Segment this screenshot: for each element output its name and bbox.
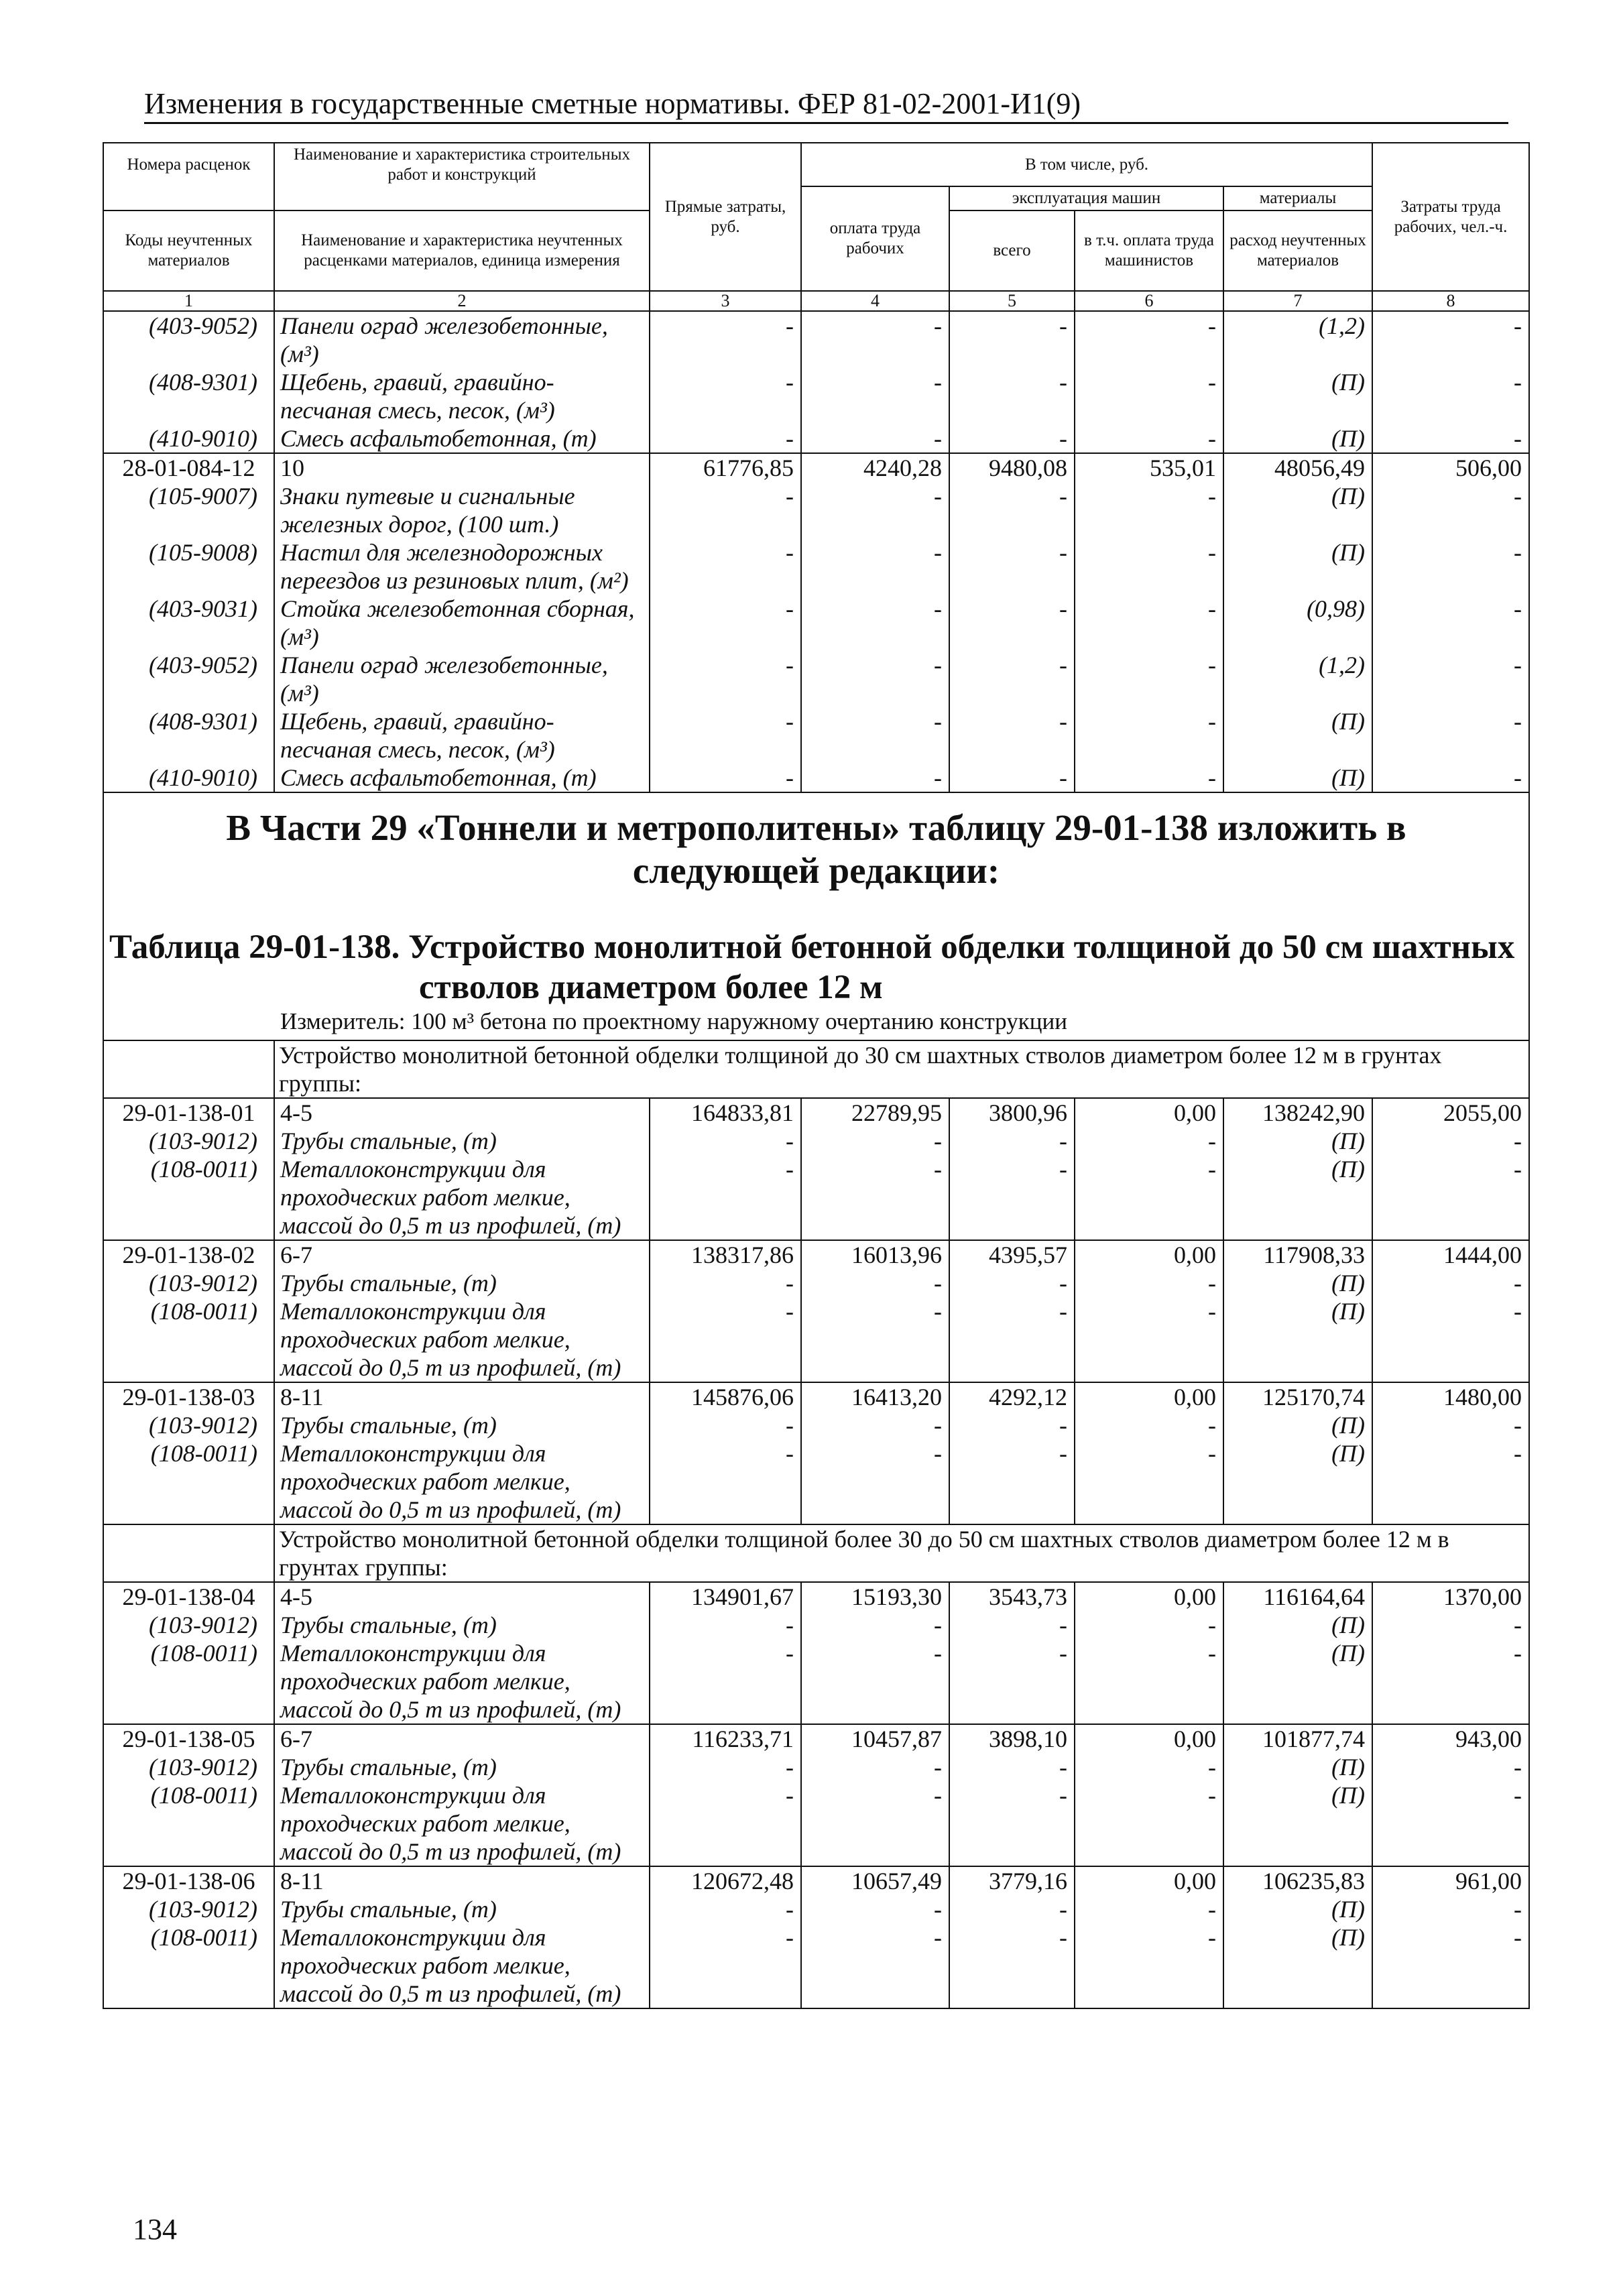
material-code: (103-9012) [103, 1127, 274, 1155]
value-cell: 0,00 [1075, 1866, 1223, 1895]
value-cell: (П) [1223, 1923, 1372, 2008]
material-name: Щебень, гравий, гравийно-песчаная смесь, песок, (м³) [274, 707, 650, 764]
value-cell: 16013,96 [801, 1240, 949, 1269]
value-cell: - [801, 1753, 949, 1781]
value-cell: - [1075, 707, 1223, 764]
material-row [103, 764, 1529, 792]
value-cell: 116233,71 [650, 1724, 801, 1753]
value-cell: (П) [1223, 1781, 1372, 1866]
value-cell: - [1372, 1895, 1529, 1923]
material-row [103, 1923, 1529, 2008]
value-cell: - [949, 707, 1075, 764]
measurer: Измеритель: 100 м³ бетона по проектному наружному очертанию конструкции [280, 1008, 1067, 1034]
value-cell: - [1075, 1781, 1223, 1866]
material-name: Смесь асфальтобетонная, (т) [274, 764, 650, 792]
value-cell: - [801, 1439, 949, 1524]
value-cell: - [949, 1127, 1075, 1155]
table-header [103, 143, 1529, 311]
part-29-heading-block [103, 792, 1529, 1040]
value-cell: - [801, 368, 949, 424]
value-cell: - [1075, 1639, 1223, 1724]
value-cell: - [650, 1923, 801, 2008]
value-cell: 106235,83 [1223, 1866, 1372, 1895]
material-code: (403-9052) [103, 651, 274, 707]
value-cell: - [1075, 1923, 1223, 2008]
material-row [103, 1895, 1529, 1923]
value-cell: - [1372, 1639, 1529, 1724]
rate-name: 6-7 [274, 1240, 650, 1269]
rate-row [103, 1724, 1529, 1753]
value-cell: - [1075, 1411, 1223, 1439]
value-cell: - [650, 651, 801, 707]
value-cell: - [949, 311, 1075, 368]
value-cell: - [949, 651, 1075, 707]
value-cell: - [949, 1895, 1075, 1923]
value-cell: - [801, 538, 949, 595]
value-cell: - [801, 1155, 949, 1240]
value-cell: - [1372, 707, 1529, 764]
material-code: (103-9012) [103, 1411, 274, 1439]
value-cell: 506,00 [1372, 453, 1529, 482]
material-row [103, 311, 1529, 368]
value-cell: 145876,06 [650, 1382, 801, 1411]
value-cell: - [801, 1895, 949, 1923]
value-cell: 0,00 [1075, 1240, 1223, 1269]
value-cell: - [1075, 595, 1223, 651]
value-cell: 120672,48 [650, 1866, 801, 1895]
value-cell: (П) [1223, 1155, 1372, 1240]
value-cell: - [1372, 1753, 1529, 1781]
material-row [103, 538, 1529, 595]
table-body-part-28 [103, 311, 1529, 792]
materials-header: материалы [1223, 186, 1372, 210]
value-cell: (П) [1223, 1297, 1372, 1382]
rate-row [103, 1866, 1529, 1895]
material-name: Смесь асфальтобетонная, (т) [274, 424, 650, 453]
material-row [103, 1411, 1529, 1439]
column-number: 7 [1223, 291, 1372, 311]
value-cell: 48056,49 [1223, 453, 1372, 482]
value-cell: 1370,00 [1372, 1582, 1529, 1611]
value-cell: - [949, 764, 1075, 792]
material-code: (108-0011) [103, 1781, 274, 1866]
value-cell: - [650, 482, 801, 538]
value-cell: 2055,00 [1372, 1098, 1529, 1127]
value-cell: 22789,95 [801, 1098, 949, 1127]
value-cell: 3898,10 [949, 1724, 1075, 1753]
material-row [103, 368, 1529, 424]
machine-operation-header: эксплуатация машин [949, 186, 1223, 210]
value-cell: - [801, 1297, 949, 1382]
value-cell: 101877,74 [1223, 1724, 1372, 1753]
rate-row [103, 1098, 1529, 1127]
value-cell: (П) [1223, 1895, 1372, 1923]
value-cell: - [1372, 538, 1529, 595]
value-cell: 10457,87 [801, 1724, 949, 1753]
value-cell: 125170,74 [1223, 1382, 1372, 1411]
value-cell: - [1075, 538, 1223, 595]
value-cell: - [801, 1411, 949, 1439]
rate-code: 29-01-138-04 [103, 1582, 274, 1611]
material-row [103, 1611, 1529, 1639]
value-cell: - [1075, 1127, 1223, 1155]
value-cell: - [650, 1297, 801, 1382]
material-row [103, 1297, 1529, 1382]
rate-code: 29-01-138-01 [103, 1098, 274, 1127]
value-cell: - [801, 1781, 949, 1866]
material-code: (105-9008) [103, 538, 274, 595]
material-row [103, 1155, 1529, 1240]
material-code: (108-0011) [103, 1639, 274, 1724]
rate-code: 29-01-138-03 [103, 1382, 274, 1411]
material-code: (108-0011) [103, 1923, 274, 2008]
value-cell: - [1372, 424, 1529, 453]
value-cell: - [949, 424, 1075, 453]
column-number: 8 [1372, 291, 1529, 311]
table-body-part-29 [103, 1040, 1529, 2008]
material-code: (103-9012) [103, 1895, 274, 1923]
value-cell: - [650, 707, 801, 764]
material-name: Панели оград железобетонные, (м³) [274, 311, 650, 368]
rate-name: 4-5 [274, 1098, 650, 1127]
table-title-line-1: Таблица 29-01-138. Устройство монолитной бетонной обделки толщиной до 50 см шахтных [109, 928, 1515, 966]
rate-code: 29-01-138-02 [103, 1240, 274, 1269]
rates-table [103, 142, 1530, 2009]
value-cell: (П) [1223, 368, 1372, 424]
value-cell: - [801, 1127, 949, 1155]
col-work-name-header: Наименование и характеристика строительных работ и конструкций [274, 143, 650, 186]
rate-name: 8-11 [274, 1382, 650, 1411]
value-cell: - [949, 1639, 1075, 1724]
value-cell: 4395,57 [949, 1240, 1075, 1269]
material-code: (103-9012) [103, 1269, 274, 1297]
col-machines-total-header: всего [949, 210, 1075, 291]
value-cell: 16413,20 [801, 1382, 949, 1411]
value-cell: - [801, 424, 949, 453]
material-code: (103-9012) [103, 1753, 274, 1781]
rate-row [103, 1582, 1529, 1611]
value-cell: - [949, 1155, 1075, 1240]
col-labor-costs-header: Затраты труда рабочих, чел.-ч. [1372, 143, 1529, 291]
material-code: (403-9052) [103, 311, 274, 368]
material-code: (108-0011) [103, 1439, 274, 1524]
col-rate-numbers-header: Номера расценок [103, 143, 274, 186]
value-cell: 138317,86 [650, 1240, 801, 1269]
column-number: 6 [1075, 291, 1223, 311]
value-cell: - [1075, 368, 1223, 424]
value-cell: - [650, 368, 801, 424]
value-cell: 961,00 [1372, 1866, 1529, 1895]
value-cell: - [801, 764, 949, 792]
material-row [103, 1127, 1529, 1155]
value-cell: (П) [1223, 538, 1372, 595]
material-code: (410-9010) [103, 764, 274, 792]
rate-code: 28-01-084-12 [103, 453, 274, 482]
value-cell: - [650, 1611, 801, 1639]
rate-row [103, 453, 1529, 482]
material-code: (105-9007) [103, 482, 274, 538]
material-row [103, 1753, 1529, 1781]
column-number: 1 [103, 291, 274, 311]
value-cell: - [1075, 1895, 1223, 1923]
value-cell: - [650, 1269, 801, 1297]
rates-table-container [103, 142, 1528, 2009]
value-cell: (П) [1223, 482, 1372, 538]
value-cell: - [1075, 311, 1223, 368]
value-cell: - [1075, 424, 1223, 453]
material-code: (108-0011) [103, 1155, 274, 1240]
value-cell: - [1372, 1411, 1529, 1439]
value-cell: - [949, 538, 1075, 595]
rate-name: 10 [274, 453, 650, 482]
value-cell: - [949, 1611, 1075, 1639]
material-name: Металлоконструкции для проходческих работ мелкие, массой до 0,5 т из профилей, (т) [274, 1923, 650, 2008]
material-name: Металлоконструкции для проходческих работ мелкие, массой до 0,5 т из профилей, (т) [274, 1639, 650, 1724]
value-cell: - [1372, 1155, 1529, 1240]
value-cell: 1480,00 [1372, 1382, 1529, 1411]
material-code: (103-9012) [103, 1611, 274, 1639]
value-cell: - [801, 311, 949, 368]
material-row [103, 651, 1529, 707]
material-code: (108-0011) [103, 1297, 274, 1382]
material-row [103, 424, 1529, 453]
value-cell: - [949, 1269, 1075, 1297]
value-cell: (П) [1223, 1439, 1372, 1524]
page-number: 134 [133, 2213, 177, 2246]
material-name: Металлоконструкции для проходческих работ мелкие, массой до 0,5 т из профилей, (т) [274, 1781, 650, 1866]
value-cell: - [801, 1269, 949, 1297]
material-name: Трубы стальные, (т) [274, 1411, 650, 1439]
value-cell: - [650, 1439, 801, 1524]
value-cell: - [1075, 482, 1223, 538]
column-number: 3 [650, 291, 801, 311]
material-row [103, 1439, 1529, 1524]
value-cell: - [1372, 1297, 1529, 1382]
value-cell: - [949, 368, 1075, 424]
material-row [103, 1639, 1529, 1724]
value-cell: - [650, 1639, 801, 1724]
column-number: 5 [949, 291, 1075, 311]
value-cell: (1,2) [1223, 311, 1372, 368]
value-cell: 116164,64 [1223, 1582, 1372, 1611]
material-name: Трубы стальные, (т) [274, 1895, 650, 1923]
value-cell: 0,00 [1075, 1582, 1223, 1611]
section-heading: Устройство монолитной бетонной обделки толщиной более 30 до 50 см шахтных стволов диаметром более 12 м в грунтах группы: [274, 1524, 1529, 1582]
col-materials-consumption-header: расход неучтенных материалов [1223, 210, 1372, 291]
value-cell: - [1075, 1297, 1223, 1382]
col-machinist-pay-header: в т.ч. оплата труда машинистов [1075, 210, 1223, 291]
value-cell: - [650, 1155, 801, 1240]
value-cell: - [1372, 1611, 1529, 1639]
material-name: Трубы стальные, (т) [274, 1753, 650, 1781]
material-name: Стойка железобетонная сборная, (м³) [274, 595, 650, 651]
material-row [103, 595, 1529, 651]
value-cell: - [650, 311, 801, 368]
value-cell: 4292,12 [949, 1382, 1075, 1411]
value-cell: - [1075, 1753, 1223, 1781]
value-cell: 15193,30 [801, 1582, 949, 1611]
value-cell: - [650, 1781, 801, 1866]
material-code: (408-9301) [103, 368, 274, 424]
value-cell: (П) [1223, 1639, 1372, 1724]
section-heading-row [103, 1040, 1529, 1098]
material-row [103, 482, 1529, 538]
value-cell: - [801, 595, 949, 651]
col-material-codes-header: Коды неучтенных материалов [103, 210, 274, 291]
value-cell: 0,00 [1075, 1724, 1223, 1753]
value-cell: - [801, 707, 949, 764]
value-cell: - [1372, 1923, 1529, 2008]
rate-code: 29-01-138-06 [103, 1866, 274, 1895]
value-cell: (П) [1223, 1611, 1372, 1639]
material-name: Металлоконструкции для проходческих работ мелкие, массой до 0,5 т из профилей, (т) [274, 1297, 650, 1382]
material-name: Трубы стальные, (т) [274, 1611, 650, 1639]
value-cell: - [1372, 311, 1529, 368]
col-material-name-header: Наименование и характеристика неучтенных расценками материалов, единица измерения [274, 210, 650, 291]
material-name: Щебень, гравий, гравийно-песчаная смесь, песок, (м³) [274, 368, 650, 424]
value-cell: 138242,90 [1223, 1098, 1372, 1127]
rate-row [103, 1240, 1529, 1269]
value-cell: - [650, 595, 801, 651]
rate-name: 4-5 [274, 1582, 650, 1611]
value-cell: 10657,49 [801, 1866, 949, 1895]
value-cell: (П) [1223, 1127, 1372, 1155]
material-row [103, 1269, 1529, 1297]
running-header: Изменения в государственные сметные нормативы. ФЕР 81-02-2001-И1(9) [144, 86, 1508, 124]
value-cell: - [1075, 1155, 1223, 1240]
value-cell: 0,00 [1075, 1098, 1223, 1127]
value-cell: - [650, 1411, 801, 1439]
column-number: 4 [801, 291, 949, 311]
rate-name: 6-7 [274, 1724, 650, 1753]
value-cell: - [1372, 1127, 1529, 1155]
value-cell: 3779,16 [949, 1866, 1075, 1895]
value-cell: 134901,67 [650, 1582, 801, 1611]
value-cell: (П) [1223, 764, 1372, 792]
value-cell: - [801, 1639, 949, 1724]
value-cell: - [949, 1923, 1075, 2008]
value-cell: - [1075, 1611, 1223, 1639]
value-cell: 164833,81 [650, 1098, 801, 1127]
material-name: Знаки путевые и сигнальные железных дорог, (100 шт.) [274, 482, 650, 538]
value-cell: - [949, 595, 1075, 651]
part-heading: В Части 29 «Тоннели и метрополитены» таблицу 29-01-138 изложить в следующей редакции: [226, 807, 1406, 891]
value-cell: - [650, 1753, 801, 1781]
value-cell: 61776,85 [650, 453, 801, 482]
col-direct-costs-header: Прямые затраты, руб. [650, 143, 801, 291]
value-cell: (П) [1223, 1411, 1372, 1439]
value-cell: - [1075, 1269, 1223, 1297]
value-cell: (П) [1223, 707, 1372, 764]
column-numbers-row [103, 291, 1529, 311]
value-cell: - [650, 764, 801, 792]
material-code: (408-9301) [103, 707, 274, 764]
material-name: Металлоконструкции для проходческих работ мелкие, массой до 0,5 т из профилей, (т) [274, 1439, 650, 1524]
table-title-line-2: стволов диаметром более 12 м [419, 969, 883, 1006]
rate-code: 29-01-138-05 [103, 1724, 274, 1753]
value-cell: (П) [1223, 424, 1372, 453]
material-row [103, 707, 1529, 764]
value-cell: - [801, 482, 949, 538]
value-cell: 3800,96 [949, 1098, 1075, 1127]
value-cell: - [949, 1781, 1075, 1866]
value-cell: (1,2) [1223, 651, 1372, 707]
rate-name: 8-11 [274, 1866, 650, 1895]
value-cell: 4240,28 [801, 453, 949, 482]
including-header: В том числе, руб. [801, 143, 1372, 186]
material-row [103, 1781, 1529, 1866]
col-labor-pay-header: оплата труда рабочих [801, 186, 949, 291]
column-number: 2 [274, 291, 650, 311]
section-heading: Устройство монолитной бетонной обделки толщиной до 30 см шахтных стволов диаметром более 12 м в грунтах группы: [274, 1040, 1529, 1098]
value-cell: - [801, 651, 949, 707]
value-cell: - [1372, 595, 1529, 651]
value-cell: - [1372, 368, 1529, 424]
value-cell: - [650, 538, 801, 595]
value-cell: - [949, 482, 1075, 538]
value-cell: - [650, 1127, 801, 1155]
value-cell: - [650, 1895, 801, 1923]
value-cell: - [1075, 764, 1223, 792]
material-name: Трубы стальные, (т) [274, 1127, 650, 1155]
value-cell: - [1372, 482, 1529, 538]
value-cell: - [1372, 1269, 1529, 1297]
material-name: Трубы стальные, (т) [274, 1269, 650, 1297]
value-cell: - [949, 1753, 1075, 1781]
value-cell: 535,01 [1075, 453, 1223, 482]
value-cell: - [949, 1439, 1075, 1524]
value-cell: (0,98) [1223, 595, 1372, 651]
material-code: (403-9031) [103, 595, 274, 651]
value-cell: 9480,08 [949, 453, 1075, 482]
value-cell: - [1372, 1439, 1529, 1524]
value-cell: 1444,00 [1372, 1240, 1529, 1269]
rate-row [103, 1382, 1529, 1411]
material-name: Панели оград железобетонные, (м³) [274, 651, 650, 707]
value-cell: - [1075, 1439, 1223, 1524]
value-cell: - [801, 1611, 949, 1639]
value-cell: - [949, 1297, 1075, 1382]
value-cell: - [949, 1411, 1075, 1439]
material-code: (410-9010) [103, 424, 274, 453]
material-name: Металлоконструкции для проходческих работ мелкие, массой до 0,5 т из профилей, (т) [274, 1155, 650, 1240]
value-cell: (П) [1223, 1753, 1372, 1781]
value-cell: - [650, 424, 801, 453]
value-cell: 3543,73 [949, 1582, 1075, 1611]
value-cell: - [1372, 764, 1529, 792]
section-heading-row [103, 1524, 1529, 1582]
value-cell: - [1372, 1781, 1529, 1866]
value-cell: (П) [1223, 1269, 1372, 1297]
value-cell: 943,00 [1372, 1724, 1529, 1753]
value-cell: 0,00 [1075, 1382, 1223, 1411]
value-cell: - [1372, 651, 1529, 707]
value-cell: 117908,33 [1223, 1240, 1372, 1269]
material-name: Настил для железнодорожных переездов из резиновых плит, (м²) [274, 538, 650, 595]
value-cell: - [801, 1923, 949, 2008]
value-cell: - [1075, 651, 1223, 707]
